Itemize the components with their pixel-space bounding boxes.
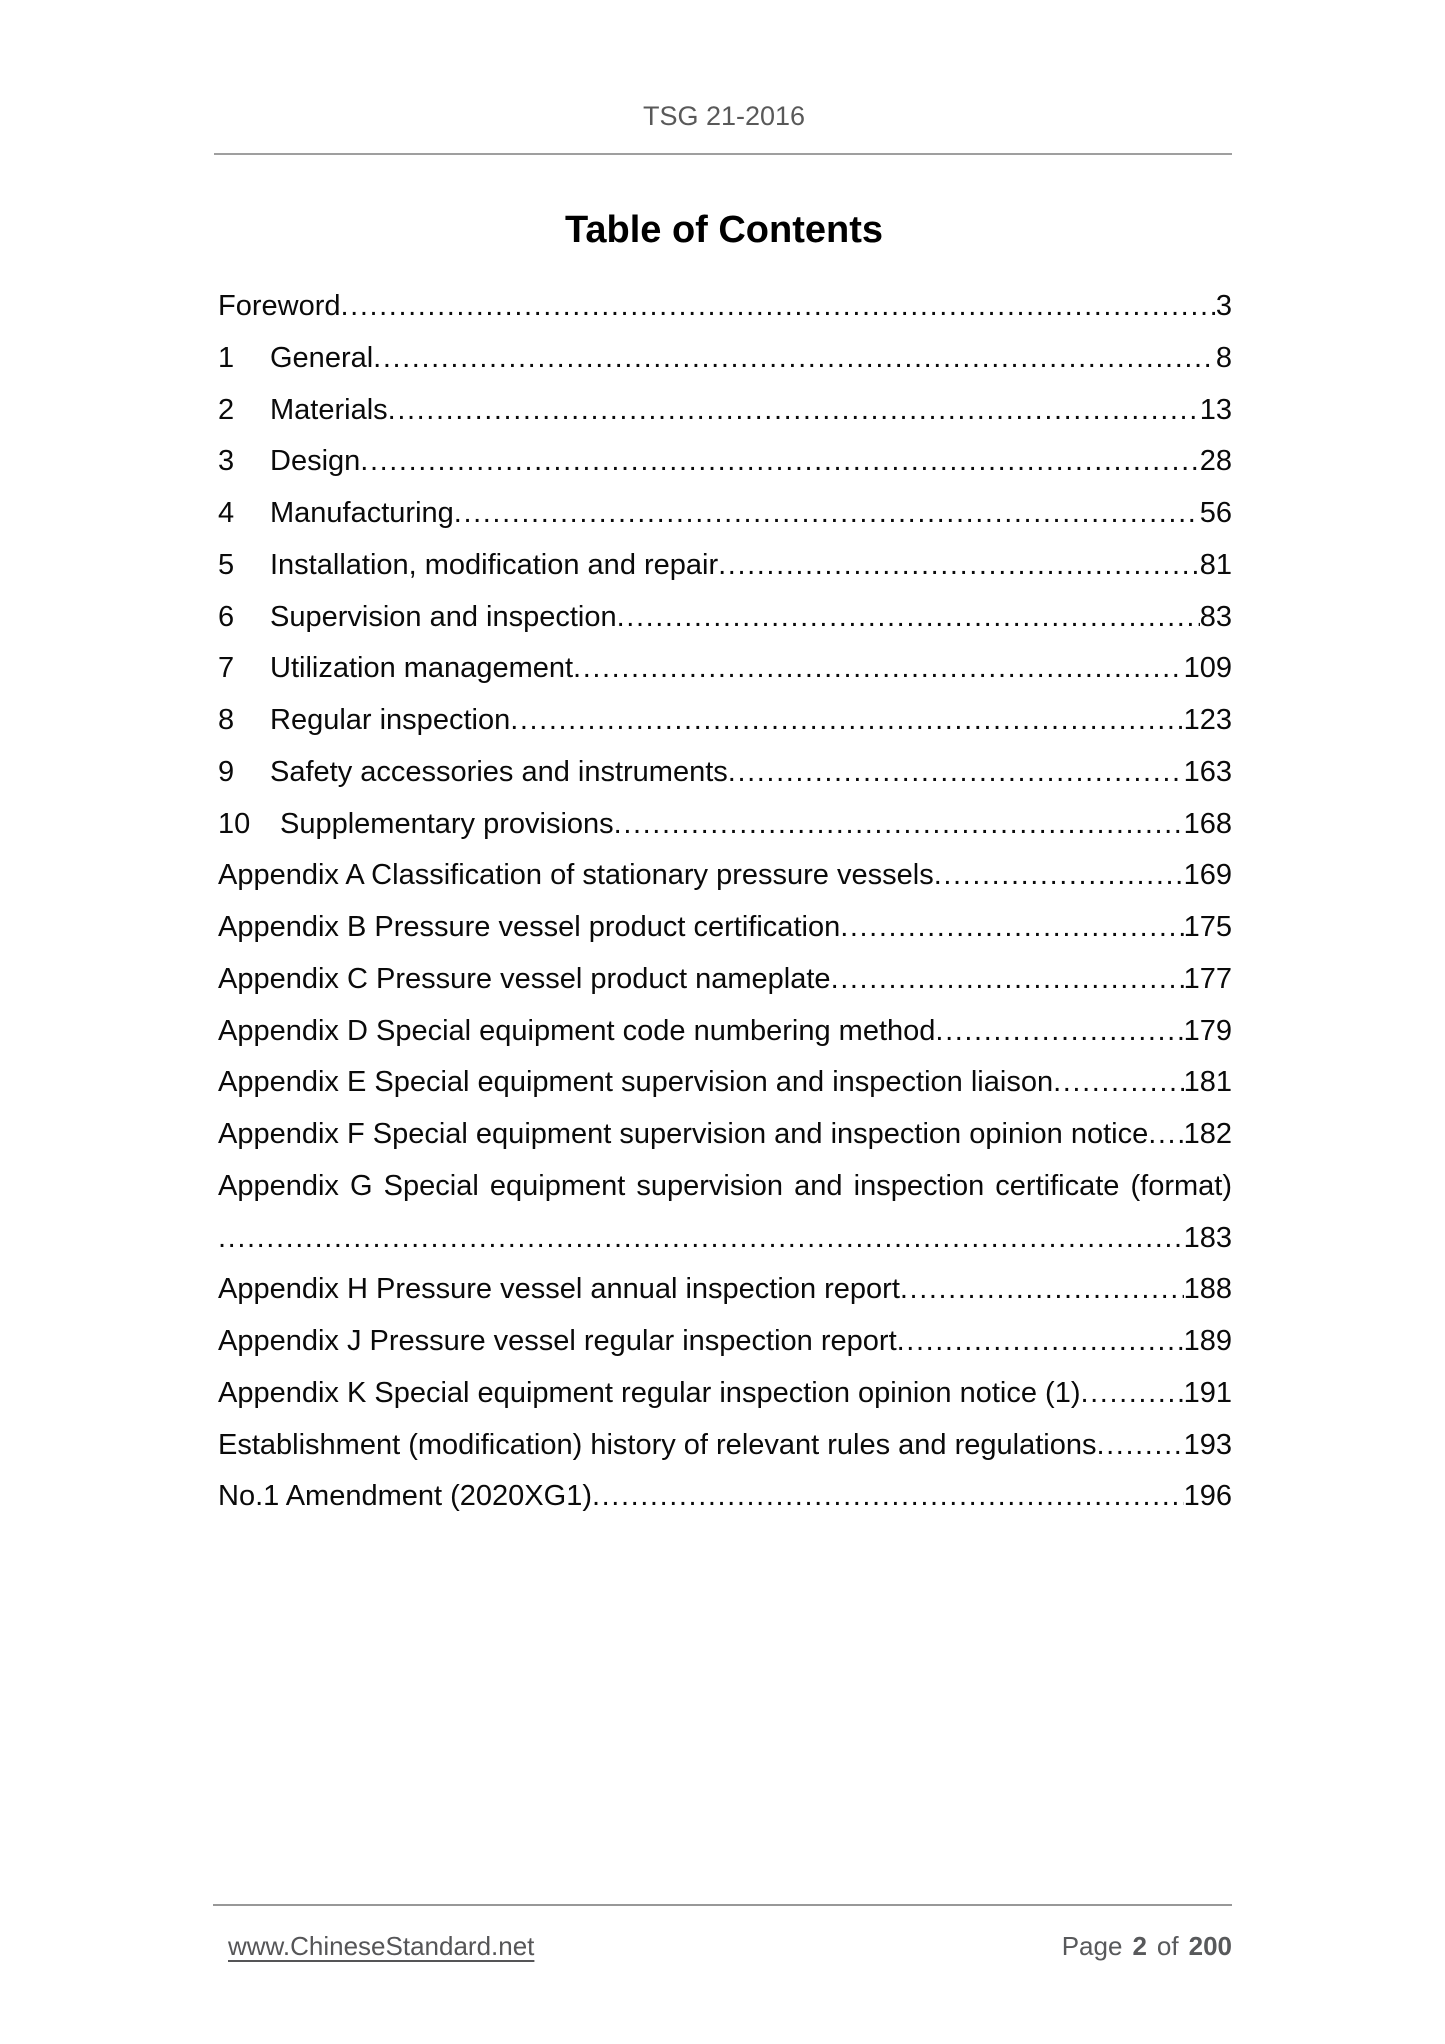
toc-entry	[218, 747, 1232, 799]
toc-entry-label: Appendix B Pressure vessel product certification	[218, 911, 841, 943]
toc-leader-dots	[1096, 1420, 1183, 1472]
toc-leader-dots	[510, 695, 1183, 747]
toc-entry	[218, 1264, 1232, 1316]
header-rule	[214, 153, 1232, 155]
toc-entry	[218, 592, 1232, 644]
toc-leader-dots	[900, 1264, 1184, 1316]
toc-entry-number: 7	[218, 652, 235, 685]
toc-leader-dots	[728, 747, 1184, 799]
toc-leader-dots	[1148, 1109, 1183, 1161]
toc-entry-page: 8	[1215, 341, 1232, 374]
toc-entry-number: 6	[218, 600, 235, 633]
toc-entry-page: 181	[1183, 1066, 1232, 1099]
toc-entry-label: Appendix K Special equipment regular inspection opinion notice (1)	[218, 1376, 1081, 1409]
toc-entry	[218, 1213, 1232, 1265]
toc-entry: Appendix G Special equipment supervision and inspection certificate (format)	[218, 1169, 1232, 1202]
toc-leader-dots	[934, 850, 1184, 902]
toc-leader-dots	[573, 643, 1184, 695]
toc-entry	[218, 1006, 1232, 1058]
page-footer	[216, 1926, 1232, 1966]
toc-leader-dots	[718, 540, 1200, 592]
toc-entry	[218, 799, 1232, 851]
footer-rule	[213, 1904, 1232, 1906]
site-link[interactable]: www.ChineseStandard.net	[228, 1931, 535, 1961]
toc-entry-page: 179	[1183, 1014, 1232, 1047]
toc-entry	[218, 1316, 1232, 1368]
toc-entry-page: 191	[1183, 1376, 1232, 1409]
toc-entry-label: Supervision and inspection	[270, 600, 617, 633]
toc-entry-page: 169	[1183, 859, 1232, 892]
toc-leader-dots	[592, 1471, 1184, 1523]
toc-entry	[218, 333, 1232, 385]
toc-entry	[218, 954, 1232, 1006]
toc-entry-page: 123	[1183, 704, 1232, 736]
toc-entry-page: 175	[1183, 911, 1232, 943]
toc-entry-number: 3	[218, 445, 235, 478]
toc-entry	[218, 1057, 1232, 1109]
toc-entry-number: 9	[218, 755, 235, 788]
toc-entry-label: Design	[270, 445, 361, 478]
toc-entry-page: 177	[1183, 962, 1232, 995]
of-word: of	[1156, 1931, 1179, 1961]
toc-entry	[218, 1368, 1232, 1420]
toc-list	[218, 281, 1232, 1523]
toc-entry-page: 163	[1183, 755, 1232, 788]
toc-entry-number: 2	[218, 393, 235, 426]
toc-entry-page: 56	[1199, 497, 1232, 529]
toc-entry-page: 188	[1183, 1273, 1232, 1306]
toc-entry-label: Manufacturing	[270, 497, 454, 529]
toc-leader-dots	[617, 592, 1200, 644]
toc-entry-label: Appendix F Special equipment supervision and inspection opinion notice	[218, 1118, 1149, 1150]
toc-leader-dots	[1080, 1368, 1183, 1420]
toc-entry-label: Establishment (modification) history of relevant rules and regulations	[218, 1428, 1097, 1461]
toc-entry-label: General	[270, 341, 374, 374]
toc-entry	[218, 436, 1232, 488]
toc-leader-dots	[897, 1316, 1184, 1368]
toc-entry-page: 81	[1199, 548, 1232, 581]
page-indicator	[1062, 1926, 1232, 1966]
page-current-number: 2	[1132, 1931, 1147, 1961]
toc-entry-page: 182	[1183, 1118, 1232, 1150]
toc-entry-number: 8	[218, 704, 235, 736]
toc-entry	[218, 902, 1232, 954]
toc-entry-page: 83	[1199, 600, 1232, 633]
doc-number: TSG 21-2016	[642, 101, 806, 131]
toc-entry-number: 5	[218, 548, 235, 581]
toc-entry	[218, 1471, 1232, 1523]
toc-entry	[218, 281, 1232, 333]
toc-entry	[218, 850, 1232, 902]
toc-leader-dots	[218, 1213, 1184, 1265]
toc-entry-number: 4	[218, 497, 235, 529]
toc-leader-dots	[454, 488, 1200, 540]
toc-entry-label: Appendix D Special equipment code numbering method	[218, 1014, 936, 1047]
toc-entry-page: 3	[1215, 290, 1232, 322]
toc-entry-label: Appendix C Pressure vessel product nameplate	[218, 962, 831, 995]
page-title: Table of Contents	[564, 209, 884, 251]
toc-leader-dots	[341, 281, 1216, 333]
toc-leader-dots	[388, 385, 1200, 437]
toc-entry	[218, 385, 1232, 437]
page-word: Page	[1061, 1931, 1123, 1961]
toc-entry-label: Appendix H Pressure vessel annual inspection report	[218, 1273, 900, 1306]
toc-entry-label: Foreword	[218, 290, 341, 322]
toc-entry-label: Regular inspection	[270, 704, 511, 736]
toc-entry-label: Appendix A Classification of stationary pressure vessels	[218, 859, 934, 892]
toc-entry-label: Supplementary provisions	[280, 807, 614, 840]
toc-entry	[218, 695, 1232, 747]
toc-entry	[218, 1109, 1232, 1161]
toc-entry-label: No.1 Amendment (2020XG1)	[218, 1480, 592, 1513]
toc-entry-page: 189	[1183, 1325, 1232, 1357]
toc-entry	[218, 488, 1232, 540]
toc-entry-label: Appendix E Special equipment supervision and inspection liaison	[218, 1066, 1054, 1099]
toc-leader-dots	[614, 799, 1184, 851]
toc-entry-page: 193	[1183, 1428, 1232, 1461]
toc-entry-page: 28	[1199, 445, 1232, 478]
toc-entry-label: Appendix J Pressure vessel regular inspection report	[218, 1325, 897, 1357]
toc-entry	[218, 643, 1232, 695]
toc-entry-page: 109	[1183, 652, 1232, 685]
page-total-number: 200	[1188, 1931, 1232, 1961]
toc-entry-page: 168	[1183, 807, 1232, 840]
toc-entry-page: 13	[1199, 393, 1232, 426]
toc-entry-page: 183	[1183, 1221, 1232, 1254]
toc-entry-page: 196	[1183, 1480, 1232, 1513]
toc-entry-label: Materials	[270, 393, 388, 426]
toc-entry	[218, 1420, 1232, 1472]
toc-entry-number: 1	[218, 341, 235, 374]
toc-leader-dots	[831, 954, 1184, 1006]
toc-leader-dots	[840, 902, 1183, 954]
toc-leader-dots	[935, 1006, 1183, 1058]
toc-entry-label: Installation, modification and repair	[270, 548, 719, 581]
toc-entry-label: Safety accessories and instruments	[270, 755, 728, 788]
toc-leader-dots	[1053, 1057, 1184, 1109]
toc-leader-dots	[360, 436, 1199, 488]
toc-entry-number: 10	[218, 807, 251, 840]
toc-leader-dots	[373, 333, 1216, 385]
toc-entry-label: Utilization management	[270, 652, 574, 685]
toc-entry	[218, 540, 1232, 592]
